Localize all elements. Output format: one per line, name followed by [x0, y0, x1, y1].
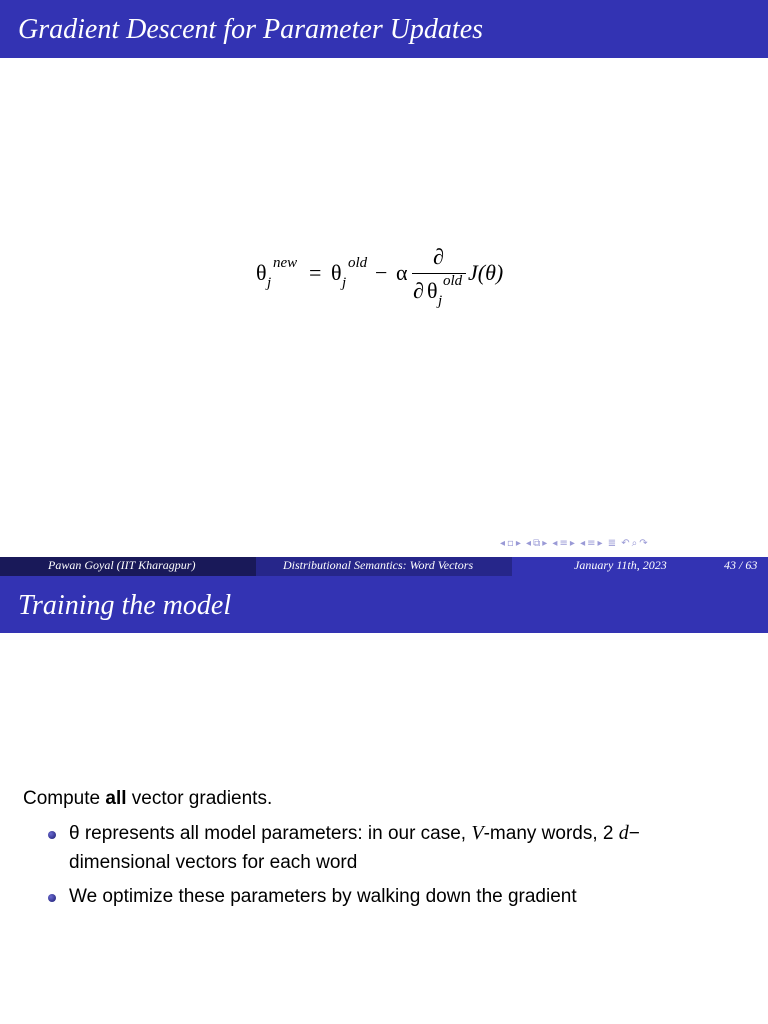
nav-next-frame-icon[interactable]: ▸: [515, 538, 521, 549]
footer-author: Pawan Goyal (IIT Kharagpur): [48, 558, 196, 572]
footer: [0, 557, 768, 576]
eq-sub-j-3: j: [438, 293, 443, 309]
bullet1-line2: dimensional vectors for each word: [69, 852, 358, 873]
eq-theta-den: θ: [427, 278, 438, 303]
eq-partial-top: ∂: [433, 244, 444, 269]
title-bar: [0, 0, 768, 58]
nav-align-icon[interactable]: ≣: [607, 538, 617, 549]
eq-sub-j-2: j: [342, 275, 347, 291]
eq-sup-new: new: [273, 255, 298, 271]
nav-redo-icon[interactable]: ↷: [639, 538, 648, 549]
bullet1-theta: θ: [69, 823, 80, 844]
nav-next-subsection-icon[interactable]: ▸: [542, 538, 548, 549]
intro-prefix: Compute: [23, 788, 106, 809]
footer-page-number: 43 / 63: [724, 558, 758, 572]
footer-author-segment: [0, 557, 256, 576]
nav-next-part-icon[interactable]: ▸: [597, 538, 603, 549]
eq-partial-bottom: ∂: [413, 278, 424, 303]
nav-prev-section-icon[interactable]: ◂: [552, 538, 558, 549]
footer-date: January 11th, 2023: [574, 558, 667, 572]
eq-equals: =: [309, 260, 322, 285]
footer-talk-title: Distributional Semantics: Word Vectors: [283, 558, 474, 572]
bullet2-line1: We optimize these parameters by walking down the gradient: [69, 886, 577, 907]
nav-prev-subsection-icon[interactable]: ◂: [526, 538, 532, 549]
beamer-navigation: [500, 538, 768, 554]
slide-title: Training the model: [18, 590, 232, 621]
nav-undo-icon[interactable]: ↶: [621, 538, 630, 549]
bullet-icon: [48, 894, 56, 902]
eq-minus: −: [375, 260, 388, 285]
bullet1-V: V: [471, 822, 484, 844]
eq-sup-old-2: old: [443, 273, 463, 289]
nav-prev-part-icon[interactable]: ◂: [580, 538, 586, 549]
eq-theta-new: θ: [256, 260, 267, 285]
eq-sup-old-1: old: [348, 255, 368, 271]
eq-alpha: α: [396, 260, 408, 285]
title-bar: [0, 576, 768, 633]
intro-suffix: vector gradients.: [126, 788, 273, 809]
footer-date-segment: [512, 557, 768, 576]
eq-sub-j-1: j: [267, 275, 272, 291]
bullet1-text-a: represents all model parameters: in our case,: [79, 823, 472, 844]
slide-title: Gradient Descent for Parameter Updates: [18, 14, 484, 45]
nav-part-icon[interactable]: ≡: [587, 538, 596, 549]
bullet-icon: [48, 831, 56, 839]
nav-frame-icon[interactable]: ▫: [507, 538, 514, 549]
footer-title-segment: [256, 557, 512, 576]
bullet1-d: d: [618, 822, 629, 844]
eq-cost: J(θ): [468, 260, 504, 285]
bullet1-dash: −: [628, 823, 640, 844]
nav-subsection-icon[interactable]: ⧉: [533, 538, 541, 549]
nav-section-icon[interactable]: ≡: [559, 538, 568, 549]
search-icon[interactable]: ⌕: [631, 538, 638, 549]
bullet1-line1: [69, 822, 640, 845]
update-equation: [256, 246, 526, 316]
intro-bold: all: [105, 788, 127, 809]
intro-line: [23, 788, 272, 810]
nav-prev-frame-icon[interactable]: ◂: [500, 538, 506, 549]
eq-theta-old: θ: [331, 260, 342, 285]
slide-training-the-model: [0, 576, 768, 1024]
bullet1-text-b: -many words, 2: [483, 823, 619, 844]
nav-next-section-icon[interactable]: ▸: [569, 538, 575, 549]
